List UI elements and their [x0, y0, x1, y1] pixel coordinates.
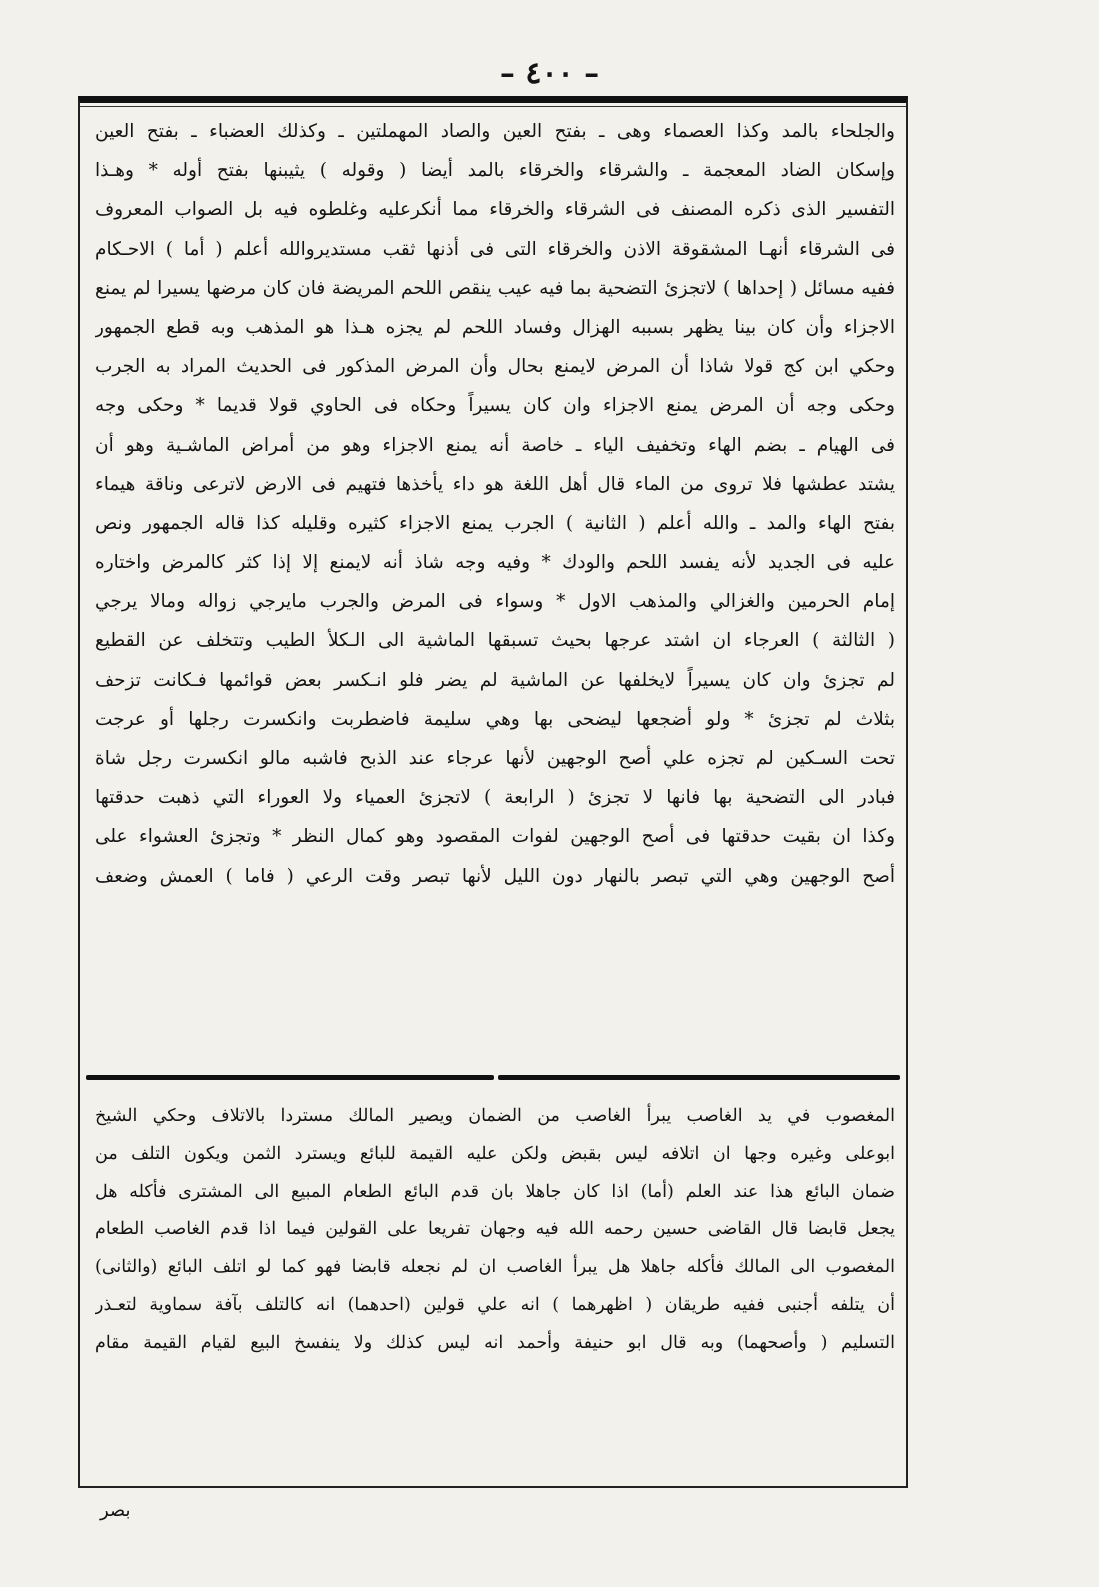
footnote-text-block	[95, 1098, 895, 1363]
main-text-line: فى الشرقاء أنهـا المشقوقة الاذن والخرقاء التى فى أذنها ثقب مستديروالله أعلم ( أما ) الاحـكام	[95, 238, 895, 260]
main-text-line: بثلاث لم تجزئ * ولو أضجعها ليضحى بها وهي سليمة فاضطربت وانكسرت رجلها أو عرجت	[95, 708, 895, 730]
main-text-line: تحت السـكين لم تجزه علي أصح الوجهين لأنها عرجاء عند الذبح فاشبه مالو انكسرت رجل شاة	[95, 748, 895, 769]
page-number: – ٤٠٠ –	[499, 56, 600, 91]
catchword: بصر	[100, 1500, 131, 1521]
footnote-line: ضمان البائع هذا عند العلم (أما) اذا كان جاهلا بان قدم البائع الطعام المبيع الى المشترى فأكله هل	[95, 1181, 895, 1202]
main-text-line: أصح الوجهين وهي التي تبصر بالنهار دون الليل لأنها تبصر وقت الرعي ( فاما ) العمش وضعف	[95, 865, 895, 887]
main-text-line: ففيه مسائل ( إحداها ) لاتجزئ التضحية بما فيه عيب ينقص اللحم المريضة فان كان مرضها يسيرا لم يمنع	[95, 277, 895, 299]
footnote-line: المغصوب في يد الغاصب يبرأ الغاصب من الضمان ويصير المالك مستردا بالاتلاف وحكي الشيخ	[95, 1106, 895, 1126]
main-text-line: فى الهيام ـ بضم الهاء وتخفيف الياء ـ خاصة أنه يمنع الاجزاء وهو من أمراض الماشـية وهو أن	[95, 434, 895, 456]
footnote-line: ابوعلى وغيره وجها ان اتلافه ليس بقبض ولكن عليه القيمة للبائع ويسترد الثمن ويكون التلف من	[95, 1143, 895, 1164]
main-text-line: ( الثالثة ) العرجاء ان اشتد عرجها بحيث تسبقها الماشية الى الـكلأ الطيب وتتخلف عن القطيع	[95, 630, 895, 652]
separator-bar-left	[86, 1075, 494, 1080]
main-text-line: الاجزاء وأن كان بينا يظهر بسببه الهزال وفساد اللحم لم يجزه هـذا هو المذهب وبه قطع الجمهور	[95, 316, 895, 338]
main-text-line: إمام الحرمين والغزالي والمذهب الاول * وسواء فى المرض والجرب مايرجي زواله ومالا يرجي	[95, 591, 895, 613]
footnote-line: التسليم ( وأصحهما) وبه قال ابو حنيفة وأحمد انه ليس كذلك ولا ينفسخ البيع لقيام القيمة مقام	[95, 1332, 895, 1353]
footnote-line: المغصوب الى المالك فأكله جاهلا هل يبرأ الغاصب ان لم نجعله قابضا فهو كما لو اتلف البائع (والثانى)	[95, 1257, 895, 1278]
main-text-line: والجلحاء بالمد وكذا العصماء وهى ـ بفتح العين والصاد المهملتين ـ وكذلك العضباء ـ بفتح العين	[95, 121, 895, 142]
main-text-line: وكذا ان بقيت حدقتها فى أصح الوجهين لفوات المقصود وهو كمال النظر * وتجزئ العشواء على	[95, 826, 895, 848]
main-text-block	[95, 112, 895, 896]
main-text-line: بفتح الهاء والمد ـ والله أعلم ( الثانية ) الجرب يمنع الاجزاء كثيره وقليله كذا قاله الجمهور ونص	[95, 512, 895, 534]
main-text-line: التفسير الذى ذكره المصنف فى الشرقاء والخرقاء مما أنكرعليه وغلطوه فيه بل الصواب المعروف	[95, 199, 895, 221]
footnote-line: أن يتلفه أجنبى ففيه طريقان ( اظهرهما ) انه علي قولين (احدهما) انه كالتلف بآفة سماوية لتعـذر	[95, 1294, 895, 1315]
main-text-line: لم تجزئ وان كان يسيراً لايخلفها عن الماشية لم يضر فلو انـكسر بعض قوائمها فـكانت تزحف	[95, 669, 895, 691]
footnote-line: يجعل قابضا قال القاضى حسين رحمه الله فيه وجهان تفريعا على القولين فيما اذا قدم الغاصب الطعام	[95, 1219, 895, 1240]
main-text-line: فبادر الى التضحية بها فانها لا تجزئ ( الرابعة ) لاتجزئ العمياء ولا العوراء التي ذهبت حدقتها	[95, 787, 895, 809]
main-text-line: وإسكان الضاد المعجمة ـ والشرقاء والخرقاء بالمد أيضا ( وقوله ) يثيبنها بفتح أوله * وهـذا	[95, 160, 895, 182]
main-text-line: عليه فى الجديد لأنه يفسد اللحم والودك * وفيه وجه شاذ أنه لايمنع إلا إذا كثر كالمرض واختاره	[95, 552, 895, 574]
main-text-line: يشتد عطشها فلا تروى من الماء قال أهل اللغة هو داء يأخذها فتهيم فى الارض لاترعى وناقة هيماء	[95, 473, 895, 495]
footnote-separator	[78, 1075, 908, 1083]
separator-bar-right	[498, 1075, 900, 1080]
main-text-line: وحكي ابن كج قولا شاذا أن المرض لايمنع بحال وأن المرض المذكور فى الحديث المراد به الجرب	[95, 356, 895, 378]
main-text-line: وحكى وجه أن المرض يمنع الاجزاء وان كان يسيراً وحكاه فى الحاوي قولا قديما * وحكى وجه	[95, 395, 895, 417]
